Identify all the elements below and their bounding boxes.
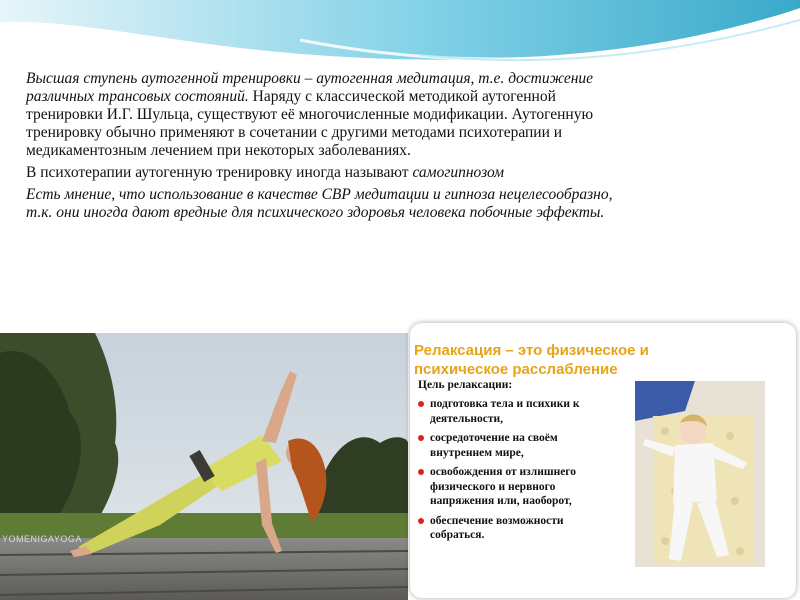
list-item: обеспечение возможности собраться. [418, 514, 614, 543]
paragraph-1-rest: Наряду с классической методикой аутогенной тренировки И.Г. Шульца, существуют её многочисленные модификации. Аутогенную тренировку обычно применяют в сочетании с другими методами психотерапии и медикаментозным лечением при некоторых заболеваниях. [26, 88, 594, 159]
child-relaxing-photo [635, 381, 765, 567]
relaxation-goals-list [418, 397, 614, 548]
paragraph-3: Есть мнение, что использование в качестве СВР медитации и гипноза нецелесообразно, т.к. они иногда дают вредные для психического здоровья человека побочные эффекты. [26, 186, 613, 221]
bullet-icon [418, 435, 424, 441]
paragraph-2-lead: В психотерапии аутогенную тренировку иногда называют [26, 164, 413, 181]
paragraph-1 [26, 70, 626, 160]
top-wave-decoration [0, 0, 800, 80]
paragraph-2-italic: самогипнозом [412, 164, 504, 181]
list-item: сосредоточение на своём внутреннем мире, [418, 431, 614, 460]
bullet-icon [418, 518, 424, 524]
list-item: освобождения от излишнего физического и нервного напряжения или, наоборот, [418, 465, 614, 509]
card-subtitle: Цель релаксации: [418, 379, 513, 391]
card-title: Релаксация – это физическое и психическое расслабление [414, 342, 649, 378]
photo-watermark: YOMENIGAYOGA [2, 534, 82, 544]
main-text-block [26, 70, 626, 226]
bullet-icon [418, 401, 424, 407]
paragraph-2 [26, 164, 626, 182]
list-item: подготовка тела и психики к деятельности, [418, 397, 614, 426]
relaxation-card [410, 323, 796, 598]
paragraph-1-italic: Высшая ступень аутогенной тренировки – аутогенная медитация, т.е. достижение различных трансовых состояний. [26, 70, 594, 105]
yoga-photo [0, 333, 408, 600]
bullet-icon [418, 469, 424, 475]
